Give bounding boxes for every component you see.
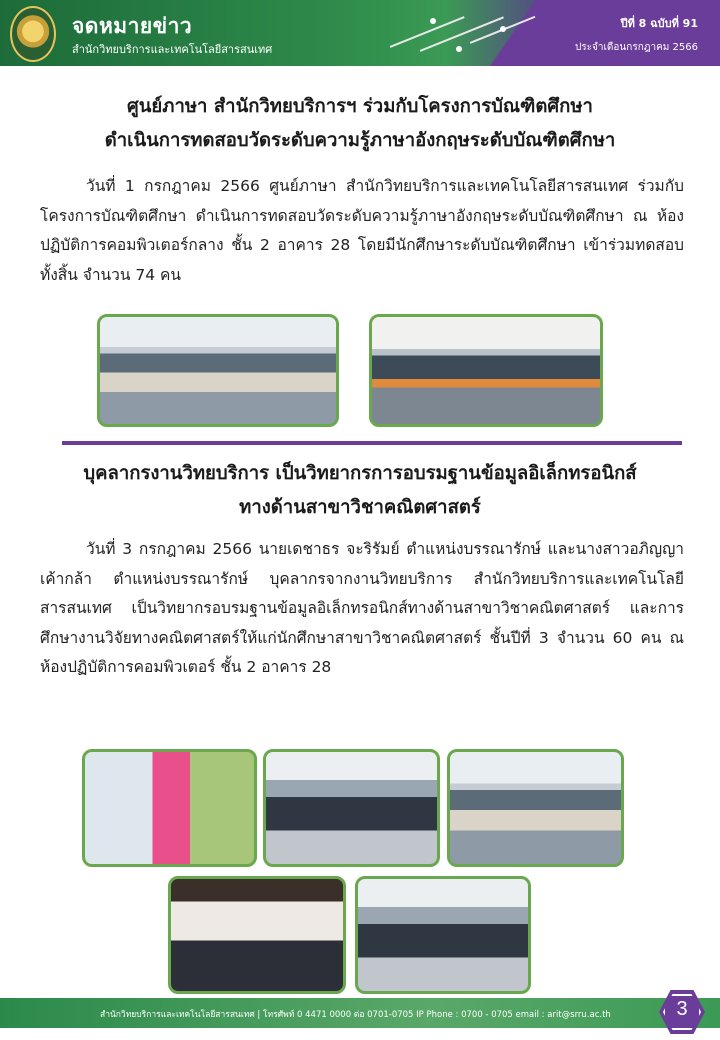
article1-headline-line1: ศูนย์ภาษา สำนักวิทยบริการฯ ร่วมกับโครงการบัณฑิตศึกษา (127, 96, 593, 117)
issue-month: ประจำเดือนกรกฎาคม 2566 (574, 42, 698, 53)
page-number: 3 (676, 998, 688, 1020)
decorative-dot (456, 46, 462, 52)
article1-photo-1 (97, 314, 339, 427)
footer-contact: สำนักวิทยบริการและเทคโนโลยีสารสนเทศ | โทรศัพท์ 0 4471 0000 ต่อ 0701-0705 IP Phone : 0700 - 0705 email : arit@srru.ac.th (100, 1010, 611, 1020)
decorative-line (390, 16, 465, 47)
article2-headline (40, 457, 680, 525)
newsletter-subtitle: สำนักวิทยบริการและเทคโนโลยีสารสนเทศ (72, 43, 273, 56)
article1-headline (40, 90, 680, 158)
article2-body-text: วันที่ 3 กรกฎาคม 2566 นายเดชาธร จะริรัมย์ ตำแหน่งบรรณารักษ์ และนางสาวอภิญญา เค้ากล้า ตำแหน่งบรรณารักษ์ บุคลากรจากงานวิทยบริการ สำนักวิทยบริการและเทคโนโลยีสารสนเทศ เป็นวิทยากรอบรมฐานข้อมูลอิเล็กทรอนิกส์ทางด้านสาขาวิชาคณิตศาสตร์ และการศึกษางานวิจัยทางคณิตศาสตร์ให้แก่นักศึกษาสาขาวิชาคณิตศาสตร์ ชั้นปีที่ 3 จำนวน 60 คน ณ ห้องปฏิบัติการคอมพิวเตอร์ ชั้น 2 อาคาร 28 (40, 540, 684, 676)
decorative-dot (500, 26, 506, 32)
article2-photo-lab-1 (263, 749, 440, 867)
newsletter-title: จดหมายข่าว (72, 14, 193, 38)
article1-body (40, 172, 684, 290)
article2-photo-lab-3 (355, 876, 531, 994)
article2-headline-line2: ทางด้านสาขาวิชาคณิตศาสตร์ (239, 497, 481, 518)
article1-photo-2 (369, 314, 603, 427)
issue-number: ปีที่ 8 ฉบับที่ 91 (620, 17, 698, 30)
article2-photo-speaker (82, 749, 257, 867)
article2-photo-lab-2 (447, 749, 624, 867)
article1-body-text: วันที่ 1 กรกฎาคม 2566 ศูนย์ภาษา สำนักวิทยบริการและเทคโนโลยีสารสนเทศ ร่วมกับโครงการบัณฑิตศึกษา ดำเนินการทดสอบวัดระดับความรู้ภาษาอังกฤษระดับบัณฑิตศึกษา ณ ห้องปฏิบัติการคอมพิวเตอร์กลาง ชั้น 2 อาคาร 28 โดยมีนักศึกษาระดับบัณฑิตศึกษา เข้าร่วมทดสอบทั้งสิ้น จำนวน 74 คน (40, 177, 684, 284)
university-logo (10, 6, 56, 62)
decorative-dot (430, 18, 436, 24)
article2-body (40, 535, 684, 683)
article2-photo-presentation (168, 876, 346, 994)
section-divider (62, 441, 682, 445)
header-purple-band (490, 0, 720, 66)
article1-headline-line2: ดำเนินการทดสอบวัดระดับความรู้ภาษาอังกฤษระดับบัณฑิตศึกษา (104, 130, 616, 151)
article2-headline-line1: บุคลากรงานวิทยบริการ เป็นวิทยากรการอบรมฐานข้อมูลอิเล็กทรอนิกส์ (83, 463, 637, 484)
